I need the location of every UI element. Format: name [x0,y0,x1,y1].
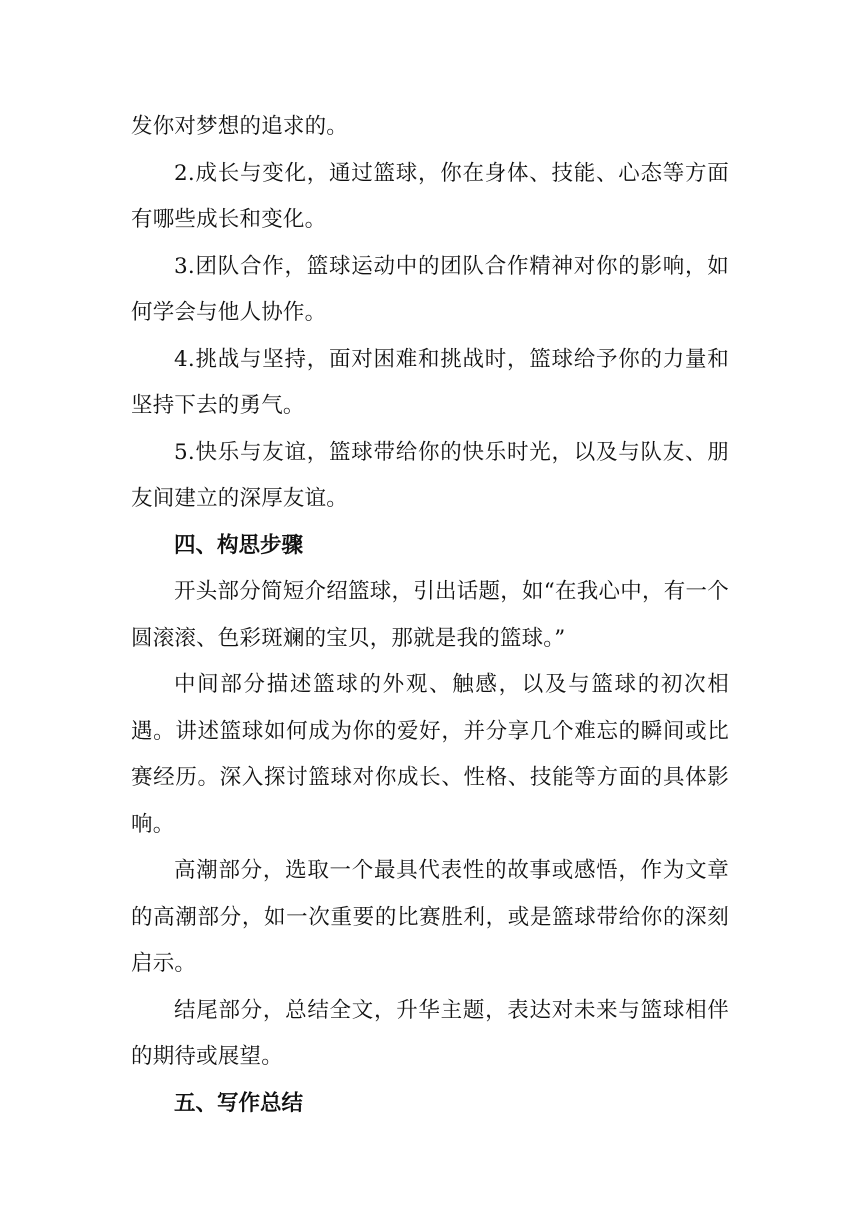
paragraph-opening: 开头部分简短介绍篮球，引出话题，如“在我心中，有一个圆滚滚、色彩斑斓的宝贝，那就是我的篮球。” [131,579,729,651]
list-item-joy-and-friendship: 5.快乐与友谊，篮球带给你的快乐时光，以及与队友、朋友间建立的深厚友谊。 [131,439,729,511]
section-heading-writing-summary: 五、写作总结 [174,1090,304,1116]
paragraph-continuation: 发你对梦想的追求的。 [131,114,349,139]
paragraph-ending: 结尾部分，总结全文，升华主题，表达对未来与篮球相伴的期待或展望。 [131,997,729,1069]
list-item-growth-and-change: 2.成长与变化，通过篮球，你在身体、技能、心态等方面有哪些成长和变化。 [131,160,729,232]
paragraph-middle: 中间部分描述篮球的外观、触感，以及与篮球的初次相遇。讲述篮球如何成为你的爱好，并分享几个难忘的瞬间或比赛经历。深入探讨篮球对你成长、性格、技能等方面的具体影响。 [131,672,729,837]
section-heading-conception-steps: 四、构思步骤 [174,532,304,558]
list-item-challenge-and-perseverance: 4.挑战与坚持，面对困难和挑战时，篮球给予你的力量和坚持下去的勇气。 [131,346,729,418]
document-body [131,104,729,1127]
paragraph-climax: 高潮部分，选取一个最具代表性的故事或感悟，作为文章的高潮部分，如一次重要的比赛胜利，或是篮球带给你的深刻启示。 [131,858,729,976]
list-item-teamwork: 3.团队合作，篮球运动中的团队合作精神对你的影响，如何学会与他人协作。 [131,253,729,325]
